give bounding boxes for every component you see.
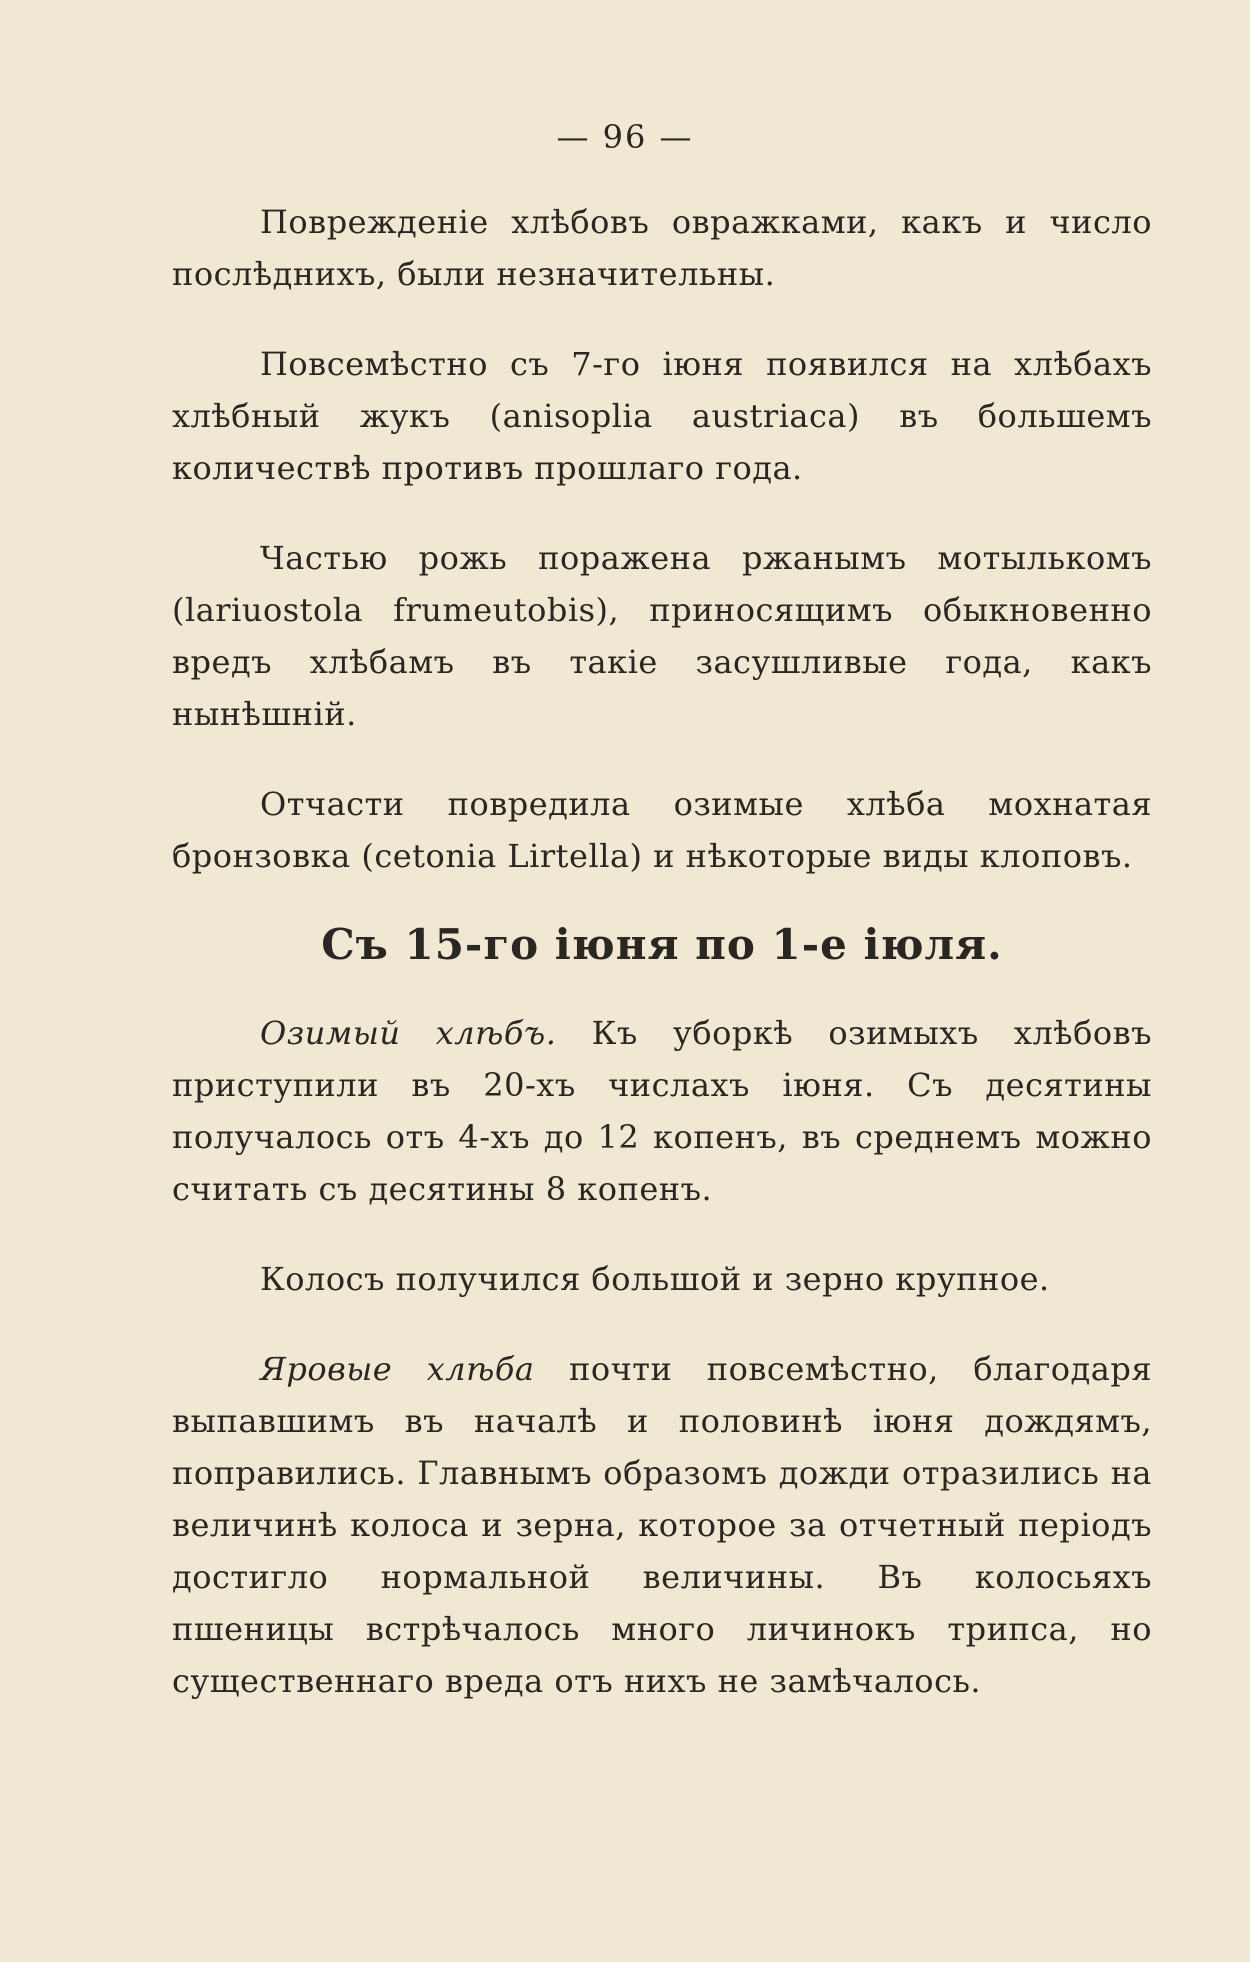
paragraph-winter-crop bbox=[172, 1007, 1152, 1215]
winter-crop-text: Къ уборкѣ озимыхъ хлѣбовъ приступили въ 20-хъ числахъ iюня. Съ десятины получалось отъ 4-хъ до 12 копенъ, въ среднемъ можно считать съ десятины 8 копенъ. bbox=[172, 1014, 1153, 1208]
paragraph-bronze-beetle: Отчасти повредила озимые хлѣба мохнатая бронзовка (cetonia Lirtella) и нѣкоторые виды клоповъ. bbox=[172, 785, 1152, 875]
winter-crop-lead: Озимый хлѣбъ. bbox=[260, 1014, 557, 1052]
spring-crop-text: почти повсемѣстно, благодаря выпавшимъ въ началѣ и половинѣ iюня дождямъ, поправились. Главнымъ образомъ дожди отразились на величинѣ колоса и зерна, которое за отчетный перiодъ достигло нормальной величины. Въ колосьяхъ пшеницы встрѣчалось много личинокъ трипса, но существеннаго вреда отъ нихъ не замѣчалось. bbox=[172, 1350, 1153, 1700]
paragraph-rye-moth: Частью рожь поражена ржанымъ мотылькомъ (lariuostola frumeutobis), приносящимъ обыкновенно вредъ хлѣбамъ въ такiе засушливые года, какъ нынѣшнiй. bbox=[172, 539, 1152, 733]
paragraph-ear: Колосъ получился большой и зерно крупное. bbox=[260, 1260, 1050, 1298]
body-text bbox=[172, 196, 1152, 1745]
paragraph-ravine-damage: Повреждeнiе хлѣбовъ овражками, какъ и число послѣднихъ, были незначительны. bbox=[172, 203, 1152, 293]
paragraph-grain-beetle: Повсемѣстно съ 7-го iюня появился на хлѣбахъ хлѣбный жукъ (anisoplia austriaca) въ большемъ количествѣ противъ прошлаго года. bbox=[172, 345, 1152, 487]
section-heading: Съ 15-го iюня по 1-е iюля. bbox=[321, 920, 1003, 969]
paragraph-spring-crop bbox=[172, 1343, 1152, 1707]
spring-crop-lead: Яровые хлѣба bbox=[260, 1350, 535, 1388]
page-number: — 96 — bbox=[556, 118, 694, 156]
